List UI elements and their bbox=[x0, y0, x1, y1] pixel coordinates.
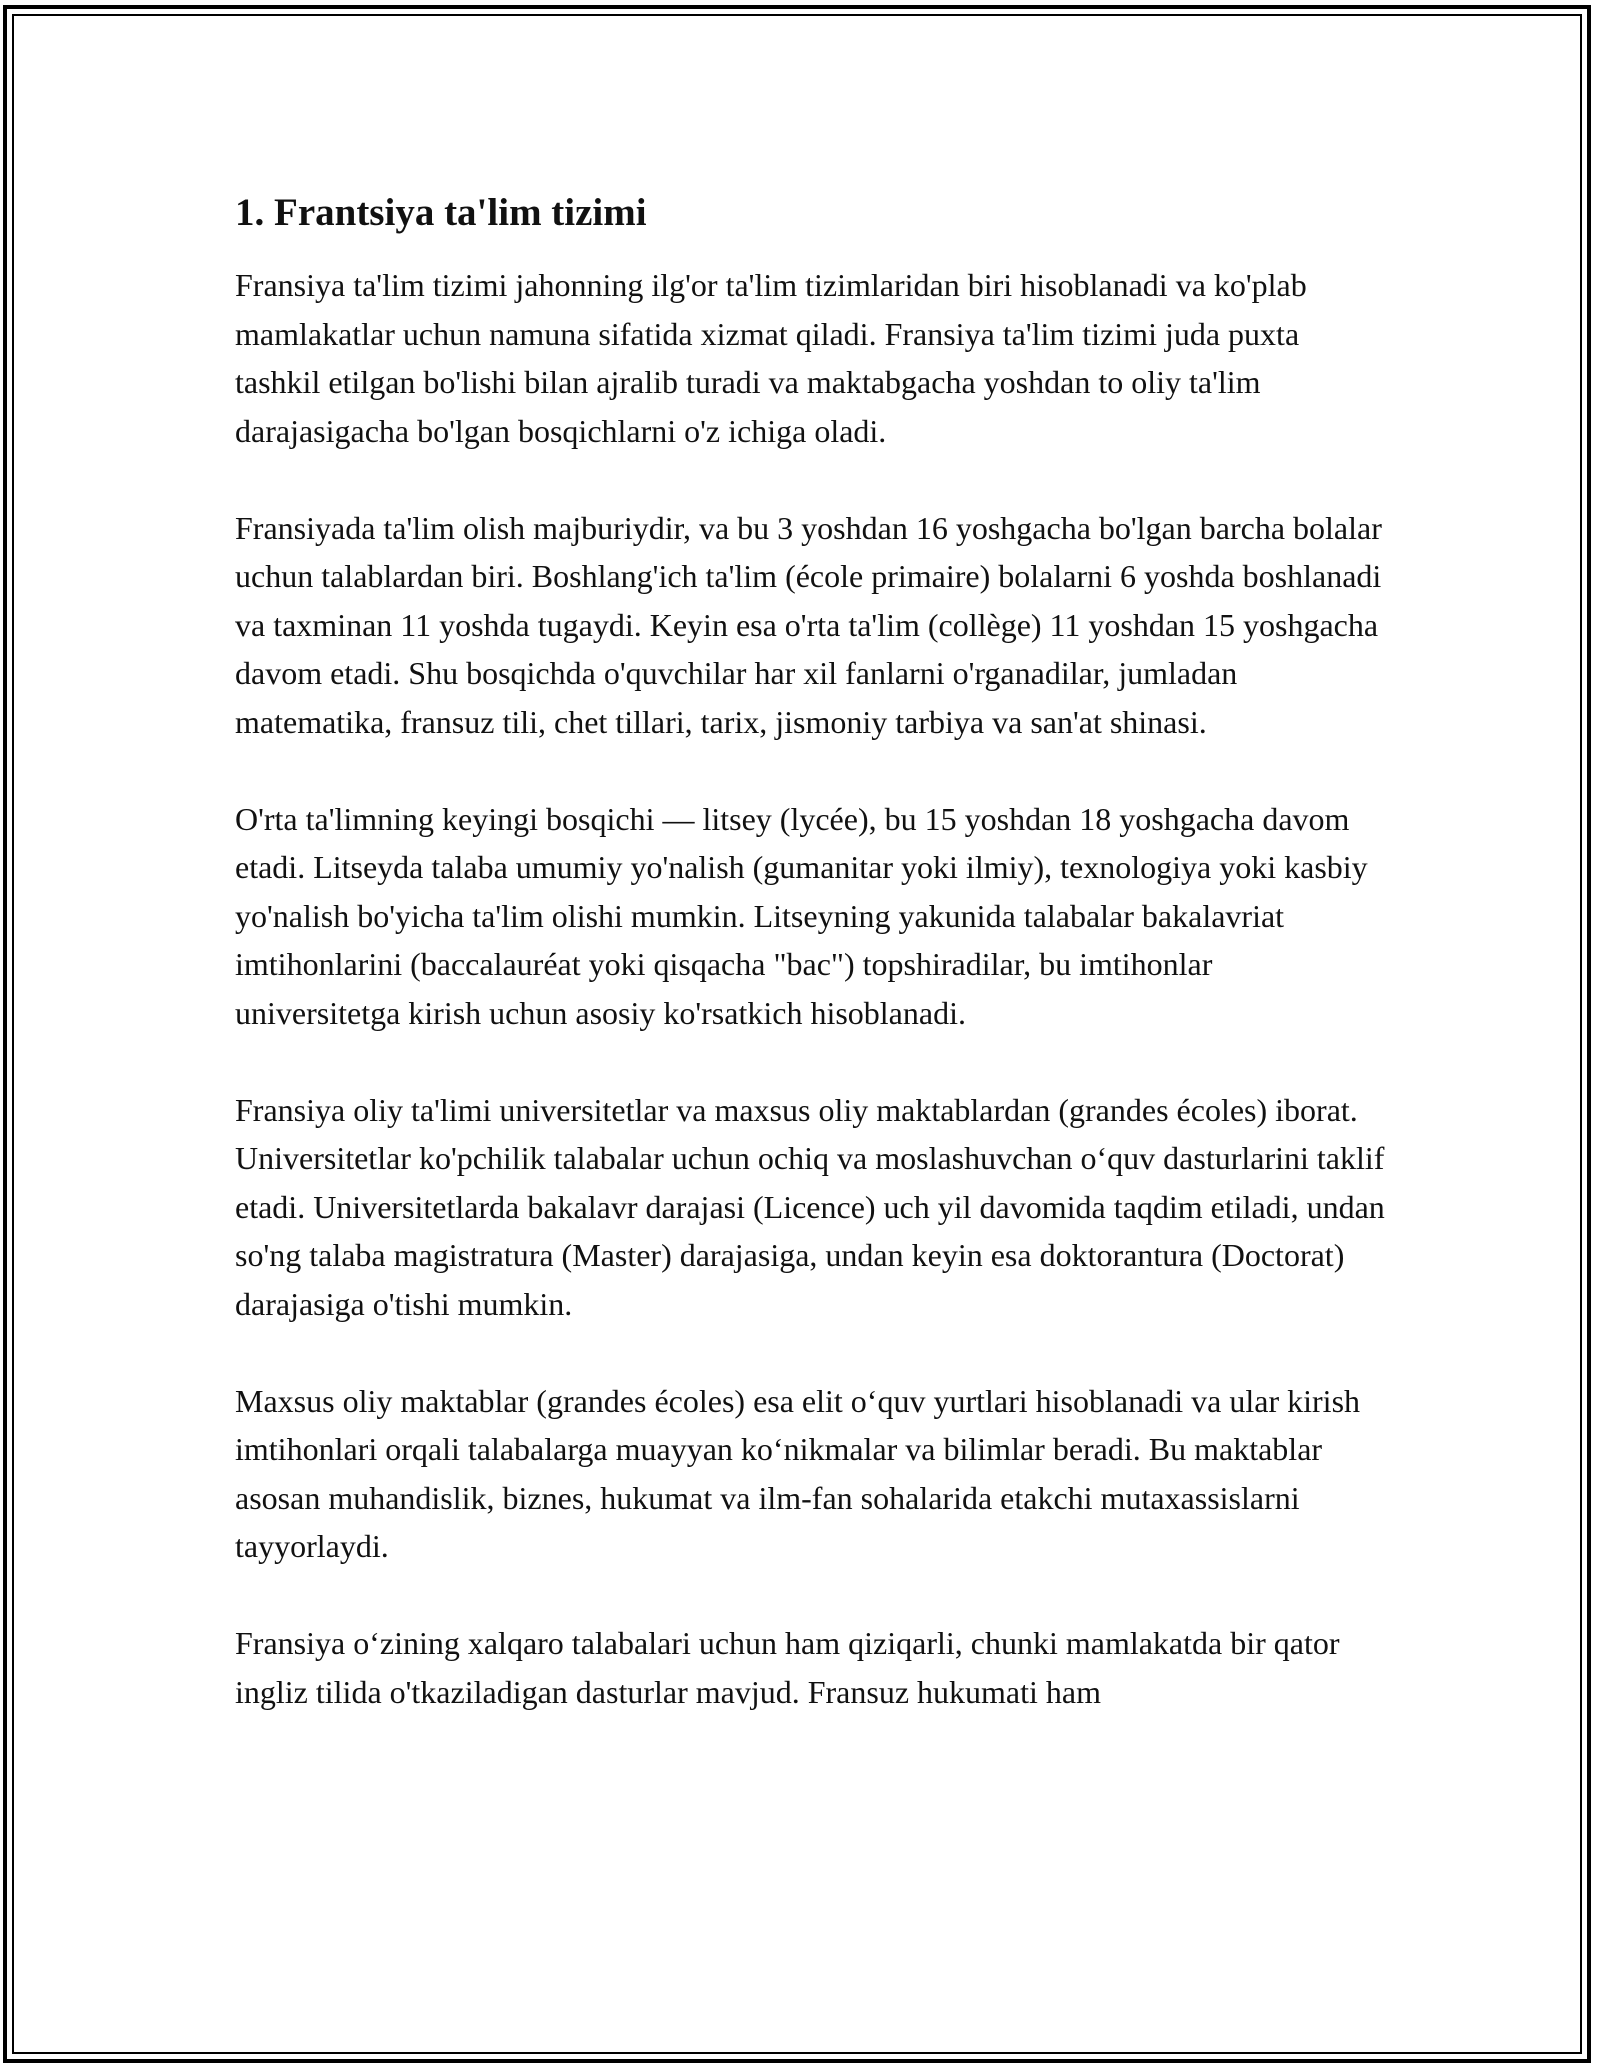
paragraph: Maxsus oliy maktablar (grandes écoles) esa elit o‘quv yurtlari hisoblanadi va ular kirish imtihonlari orqali talabalarga muayyan ko‘nikmalar va bilimlar beradi. Bu maktablar asosan muhandislik, biznes, hukumat va ilm-fan sohalarida etakchi mutaxassislarni tayyorlaydi. bbox=[235, 1382, 1361, 1564]
paragraph: Fransiya ta'lim tizimi jahonning ilg'or ta'lim tizimlaridan biri hisoblanadi va ko'plab mamlakatlar uchun namuna sifatida xizmat qiladi. Fransiya ta'lim tizimi juda puxta tashkil etilgan bo'lishi bilan ajralib turadi va maktabgacha yoshdan to oliy ta'lim darajasigacha bo'lgan bosqichlarni o'z ichiga oladi. bbox=[235, 267, 1307, 449]
document-body bbox=[235, 187, 1385, 1765]
paragraph: Fransiya o‘zining xalqaro talabalari uchun ham qiziqarli, chunki mamlakatda bir qator ingliz tilida o'tkaziladigan dasturlar mavjud. Fransuz hukumati ham bbox=[235, 1625, 1340, 1710]
paragraph: O'rta ta'limning keyingi bosqichi — litsey (lycée), bu 15 yoshdan 18 yoshgacha davom etadi. Litseyda talaba umumiy yo'nalish (gumanitar yoki ilmiy), texnologiya yoki kasbiy yo'nalish bo'yicha ta'lim olishi mumkin. Litseyning yakunida talabalar bakalavriat imtihonlarini (baccalauréat yoki qisqacha "bac") topshiradilar, bu imtihonlar universitetga kirish uchun asosiy ko'rsatkich hisoblanadi. bbox=[235, 800, 1368, 1031]
paragraph: Fransiyada ta'lim olish majburiydir, va bu 3 yoshdan 16 yoshgacha bo'lgan barcha bolalar uchun talablardan biri. Boshlang'ich ta'lim (école primaire) bolalarni 6 yoshda boshlanadi va taxminan 11 yoshda tugaydi. Keyin esa o'rta ta'lim (collège) 11 yoshdan 15 yoshgacha davom etadi. Shu bosqichda o'quvchilar har xil fanlarni o'rganadilar, jumladan matematika, fransuz tili, chet tillari, tarix, jismoniy tarbiya va san'at shinasi. bbox=[235, 509, 1382, 740]
section-heading: 1. Frantsiya ta'lim tizimi bbox=[235, 191, 647, 234]
paragraph: Fransiya oliy ta'limi universitetlar va maxsus oliy maktablardan (grandes écoles) iborat. Universitetlar ko'pchilik talabalar uchun ochiq va moslashuvchan o‘quv dasturlarini taklif etadi. Universitetlarda bakalavr darajasi (Licence) uch yil davomida taqdim etiladi, undan so'ng talaba magistratura (Master) darajasiga, undan keyin esa doktorantura (Doctorat) darajasiga o'tishi mumkin. bbox=[235, 1091, 1385, 1322]
